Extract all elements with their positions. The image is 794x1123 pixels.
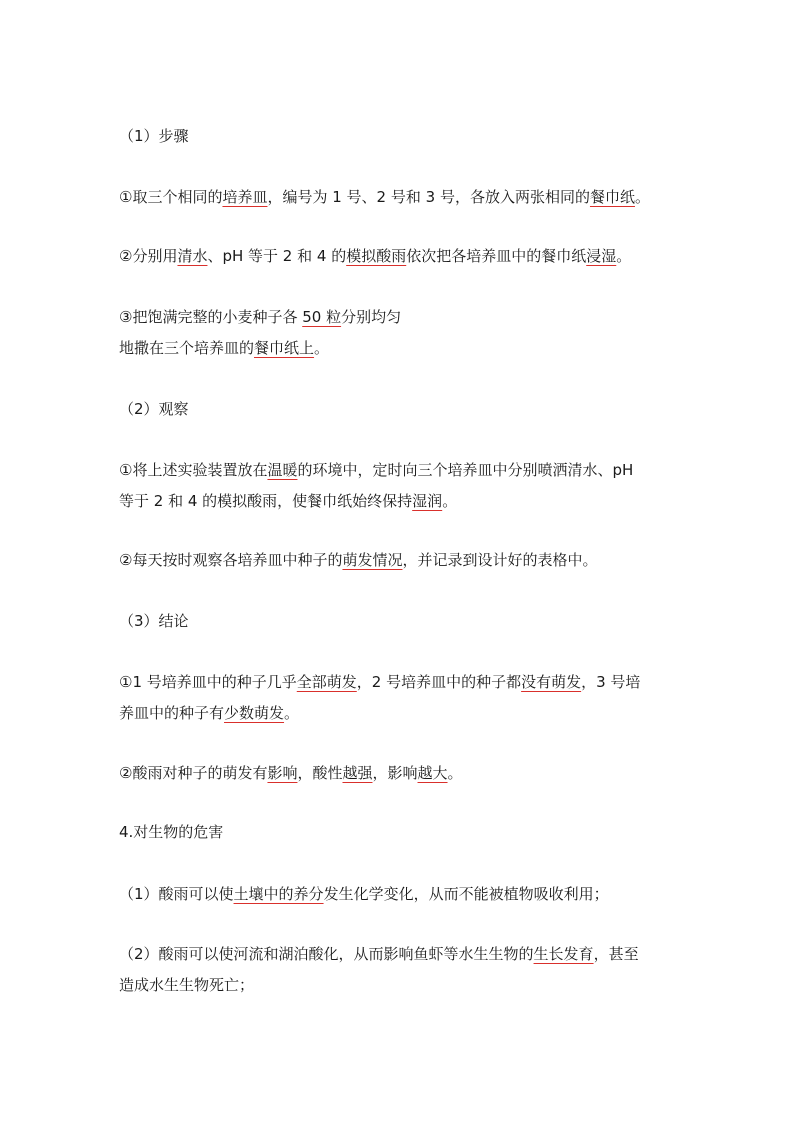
text-line [119, 486, 689, 517]
text-run: ①1 号培养皿中的种子几乎 [119, 673, 297, 691]
text-line [119, 394, 689, 425]
text-line [119, 879, 689, 910]
text-run: 。 [442, 492, 458, 510]
conclusion-1-paragraph [119, 667, 689, 729]
text-run: ①将上述实验装置放在 [119, 461, 268, 479]
text-line [119, 545, 689, 576]
text-run: 。 [284, 704, 300, 722]
text-line [119, 333, 689, 364]
text-run: 、pH 等于 2 和 4 的 [207, 247, 347, 265]
text-line [119, 121, 689, 152]
section-heading-observe [119, 394, 689, 425]
text-run: 造成水生生物死亡； [119, 976, 255, 994]
underlined-keyword: 没有萌发 [521, 673, 582, 691]
text-run: ，3 号培 [581, 673, 641, 691]
section-heading-harm [119, 817, 689, 848]
text-run: （1）步骤 [119, 127, 189, 145]
underlined-keyword: 越大 [417, 764, 448, 782]
text-run: 。 [314, 339, 330, 357]
text-run: ，并记录到设计好的表格中。 [402, 551, 598, 569]
underlined-keyword: 少数萌发 [224, 704, 285, 722]
underlined-keyword: 土壤中的养分 [233, 885, 324, 903]
step-2-paragraph [119, 241, 689, 272]
text-run: 发生化学变化，从而不能被植物吸收利用； [323, 885, 609, 903]
harm-2-paragraph [119, 939, 689, 1001]
text-run: 养皿中的种子有 [119, 704, 225, 722]
text-line [119, 970, 689, 1001]
step-3-paragraph [119, 302, 689, 364]
text-run: ③把饱满完整的小麦种子各 [119, 308, 303, 326]
underlined-keyword: 温暖 [267, 461, 298, 479]
text-line [119, 667, 689, 698]
underlined-keyword: 影响 [267, 764, 298, 782]
underlined-keyword: 50 粒 [302, 308, 342, 326]
text-run: 地撒在三个培养皿的 [119, 339, 255, 357]
text-line [119, 698, 689, 729]
underlined-keyword: 萌发情况 [342, 551, 403, 569]
text-run: 。 [616, 247, 632, 265]
text-run: 4.对生物的危害 [119, 823, 224, 841]
text-run: 。 [447, 764, 463, 782]
text-run: （1）酸雨可以使 [119, 885, 234, 903]
text-run: 分别均匀 [341, 308, 402, 326]
text-run: 的环境中，定时向三个培养皿中分别喷洒清水、pH [297, 461, 634, 479]
text-run: ①取三个相同的 [119, 188, 223, 206]
underlined-keyword: 餐巾纸 [589, 188, 635, 206]
observe-1-paragraph [119, 455, 689, 517]
underlined-keyword: 浸湿 [586, 247, 617, 265]
text-run: 等于 2 和 4 的模拟酸雨，使餐巾纸始终保持 [119, 492, 413, 510]
section-heading-conclusion [119, 606, 689, 637]
text-line [119, 939, 689, 970]
harm-1-paragraph [119, 879, 689, 910]
underlined-keyword: 生长发育 [533, 945, 594, 963]
text-run: （2）酸雨可以使河流和湖泊酸化，从而影响鱼虾等水生生物的 [119, 945, 534, 963]
section-heading-steps [119, 121, 689, 152]
text-run: 依次把各培养皿中的餐巾纸 [406, 247, 587, 265]
underlined-keyword: 湿润 [412, 492, 443, 510]
text-run: ，甚至 [593, 945, 639, 963]
underlined-keyword: 越强 [342, 764, 373, 782]
text-run: （3）结论 [119, 612, 189, 630]
observe-2-paragraph [119, 545, 689, 576]
text-run: （2）观察 [119, 400, 189, 418]
text-run: ②每天按时观察各培养皿中种子的 [119, 551, 343, 569]
text-line [119, 455, 689, 486]
text-line [119, 302, 689, 333]
text-run: ②酸雨对种子的萌发有 [119, 764, 268, 782]
text-run: ，影响 [372, 764, 418, 782]
text-line [119, 758, 689, 789]
text-run: ②分别用 [119, 247, 178, 265]
text-line [119, 606, 689, 637]
conclusion-2-paragraph [119, 758, 689, 789]
underlined-keyword: 模拟酸雨 [346, 247, 407, 265]
step-1-paragraph [119, 182, 689, 213]
underlined-keyword: 清水 [177, 247, 208, 265]
text-run: ，编号为 1 号、2 号和 3 号，各放入两张相同的 [267, 188, 590, 206]
underlined-keyword: 培养皿 [222, 188, 268, 206]
underlined-keyword: 全部萌发 [296, 673, 357, 691]
text-run: ，酸性 [297, 764, 343, 782]
underlined-keyword: 餐巾纸上 [254, 339, 315, 357]
text-run: ，2 号培养皿中的种子都 [356, 673, 522, 691]
text-line [119, 182, 689, 213]
text-line [119, 241, 689, 272]
text-line [119, 817, 689, 848]
text-run: 。 [634, 188, 650, 206]
